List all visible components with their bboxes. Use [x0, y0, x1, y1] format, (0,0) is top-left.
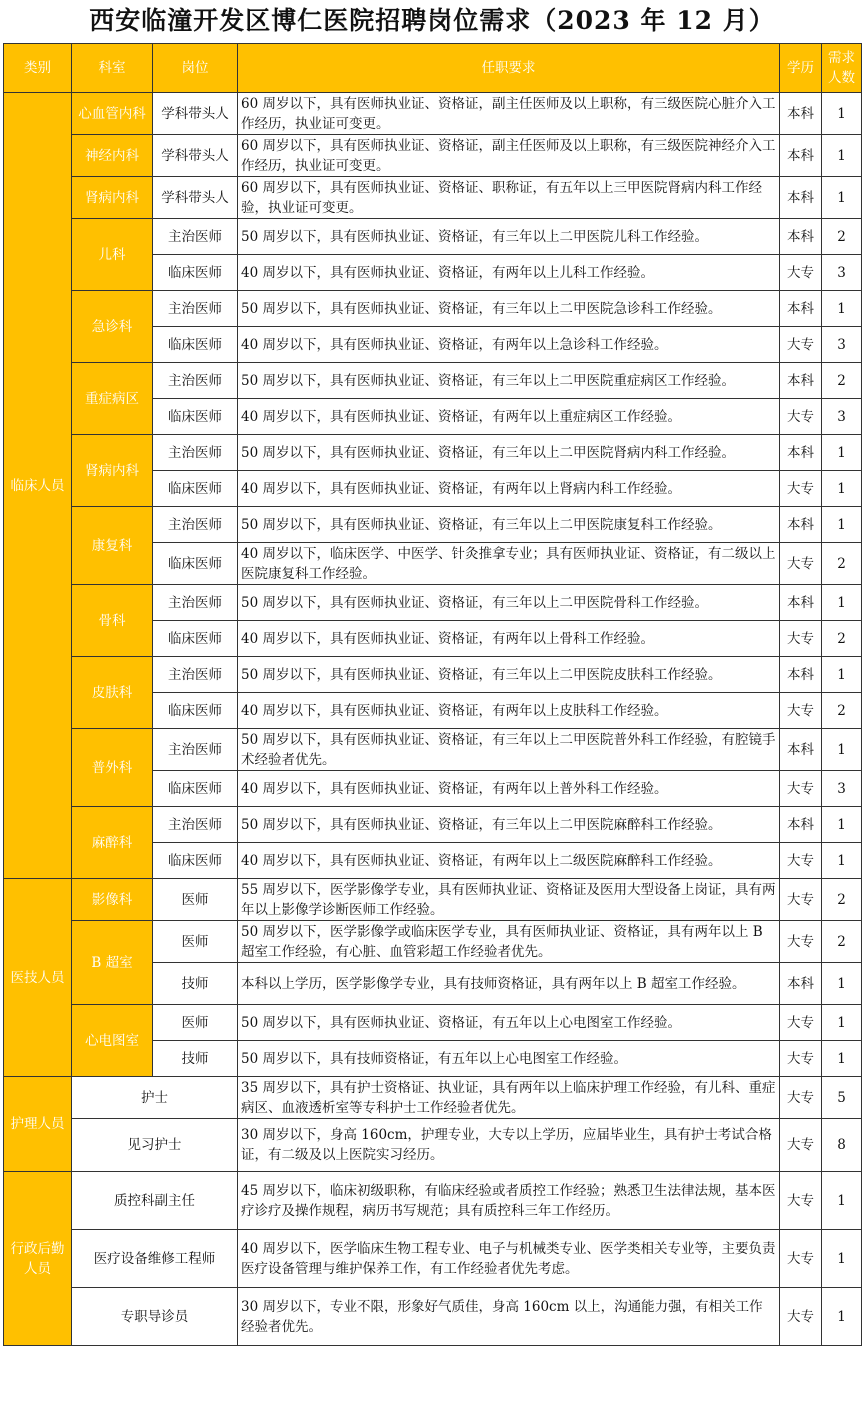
education-cell: 大专 [780, 879, 822, 921]
position-cell: 医师 [153, 1005, 238, 1041]
position-cell: 见习护士 [72, 1119, 238, 1172]
requirement-cell: 40 周岁以下，具有医师执业证、资格证，有两年以上急诊科工作经验。 [238, 327, 780, 363]
education-cell: 大专 [780, 1005, 822, 1041]
header-department: 科室 [72, 44, 153, 93]
category-cell: 行政后勤人员 [4, 1172, 72, 1346]
department-cell: 普外科 [72, 729, 153, 807]
position-cell: 医师 [153, 921, 238, 963]
table-row [4, 657, 862, 693]
count-cell: 1 [822, 657, 862, 693]
count-cell: 2 [822, 543, 862, 585]
education-cell: 本科 [780, 435, 822, 471]
table-row [4, 1119, 862, 1172]
requirement-cell: 60 周岁以下，具有医师执业证、资格证，副主任医师及以上职称，有三级医院心脏介入工作经历，执业证可变更。 [238, 93, 780, 135]
count-cell: 2 [822, 363, 862, 399]
position-cell: 临床医师 [153, 255, 238, 291]
count-cell: 1 [822, 843, 862, 879]
count-cell: 1 [822, 1041, 862, 1077]
education-cell: 大专 [780, 399, 822, 435]
position-cell: 临床医师 [153, 693, 238, 729]
position-cell: 主治医师 [153, 435, 238, 471]
position-cell: 临床医师 [153, 471, 238, 507]
position-cell: 学科带头人 [153, 177, 238, 219]
education-cell: 大专 [780, 1041, 822, 1077]
count-cell: 1 [822, 435, 862, 471]
requirement-cell: 50 周岁以下，具有医师执业证、资格证，有三年以上二甲医院肾病内科工作经验。 [238, 435, 780, 471]
requirement-cell: 50 周岁以下，具有医师执业证、资格证，有三年以上二甲医院急诊科工作经验。 [238, 291, 780, 327]
requirement-cell: 40 周岁以下，具有医师执业证、资格证，有两年以上儿科工作经验。 [238, 255, 780, 291]
requirement-cell: 50 周岁以下，具有医师执业证、资格证，有三年以上二甲医院麻醉科工作经验。 [238, 807, 780, 843]
requirement-cell: 45 周岁以下，临床初级职称，有临床经验或者质控工作经验；熟悉卫生法律法规，基本医疗诊疗及操作规程，病历书写规范；具有质控科三年工作经历。 [238, 1172, 780, 1230]
table-row [4, 807, 862, 843]
education-cell: 本科 [780, 585, 822, 621]
department-cell: 心电图室 [72, 1005, 153, 1077]
department-cell: 儿科 [72, 219, 153, 291]
requirement-cell: 50 周岁以下，具有医师执业证、资格证，有三年以上二甲医院重症病区工作经验。 [238, 363, 780, 399]
table-row [4, 135, 862, 177]
position-cell: 临床医师 [153, 771, 238, 807]
department-cell: B 超室 [72, 921, 153, 1005]
position-cell: 临床医师 [153, 327, 238, 363]
education-cell: 大专 [780, 771, 822, 807]
count-cell: 8 [822, 1119, 862, 1172]
department-cell: 急诊科 [72, 291, 153, 363]
department-cell: 神经内科 [72, 135, 153, 177]
requirement-cell: 50 周岁以下，具有医师执业证、资格证，有三年以上二甲医院康复科工作经验。 [238, 507, 780, 543]
requirement-cell: 55 周岁以下，医学影像学专业，具有医师执业证、资格证及医用大型设备上岗证，具有两年以上影像学诊断医师工作经验。 [238, 879, 780, 921]
count-cell: 3 [822, 255, 862, 291]
education-cell: 本科 [780, 177, 822, 219]
header-position: 岗位 [153, 44, 238, 93]
education-cell: 大专 [780, 1288, 822, 1346]
table-row [4, 921, 862, 963]
count-cell: 1 [822, 585, 862, 621]
table-row [4, 585, 862, 621]
table-header-row [4, 44, 862, 93]
requirement-cell: 35 周岁以下，具有护士资格证、执业证，具有两年以上临床护理工作经验，有儿科、重症病区、血液透析室等专科护士工作经验者优先。 [238, 1077, 780, 1119]
position-cell: 临床医师 [153, 843, 238, 879]
table-row [4, 177, 862, 219]
position-cell: 主治医师 [153, 507, 238, 543]
position-cell: 医师 [153, 879, 238, 921]
header-requirement: 任职要求 [238, 44, 780, 93]
department-cell: 肾病内科 [72, 435, 153, 507]
count-cell: 1 [822, 93, 862, 135]
requirement-cell: 50 周岁以下，具有医师执业证、资格证，有三年以上二甲医院皮肤科工作经验。 [238, 657, 780, 693]
education-cell: 大专 [780, 1119, 822, 1172]
position-cell: 质控科副主任 [72, 1172, 238, 1230]
header-education: 学历 [780, 44, 822, 93]
position-cell: 主治医师 [153, 291, 238, 327]
count-cell: 2 [822, 921, 862, 963]
requirement-cell: 30 周岁以下，专业不限，形象好气质佳，身高 160cm 以上，沟通能力强，有相关工作经验者优先。 [238, 1288, 780, 1346]
count-cell: 1 [822, 1230, 862, 1288]
requirement-cell: 40 周岁以下，具有医师执业证、资格证，有两年以上二级医院麻醉科工作经验。 [238, 843, 780, 879]
category-cell: 临床人员 [4, 93, 72, 879]
position-cell: 护士 [72, 1077, 238, 1119]
department-cell: 康复科 [72, 507, 153, 585]
requirement-cell: 60 周岁以下，具有医师执业证、资格证、职称证，有五年以上三甲医院肾病内科工作经验，执业证可变更。 [238, 177, 780, 219]
education-cell: 本科 [780, 291, 822, 327]
count-cell: 1 [822, 291, 862, 327]
requirement-cell: 60 周岁以下，具有医师执业证、资格证，副主任医师及以上职称，有三级医院神经介入工作经历，执业证可变更。 [238, 135, 780, 177]
requirement-cell: 40 周岁以下，临床医学、中医学、针灸推拿专业；具有医师执业证、资格证，有二级以上医院康复科工作经验。 [238, 543, 780, 585]
requirement-cell: 50 周岁以下，具有医师执业证、资格证，有三年以上二甲医院儿科工作经验。 [238, 219, 780, 255]
requirement-cell: 40 周岁以下，具有医师执业证、资格证，有两年以上普外科工作经验。 [238, 771, 780, 807]
recruitment-table [3, 43, 862, 1346]
count-cell: 1 [822, 1288, 862, 1346]
position-cell: 医疗设备维修工程师 [72, 1230, 238, 1288]
education-cell: 大专 [780, 921, 822, 963]
page-title: 西安临潼开发区博仁医院招聘岗位需求（2023 年 12 月） [89, 6, 775, 35]
position-cell: 主治医师 [153, 219, 238, 255]
position-cell: 临床医师 [153, 621, 238, 657]
education-cell: 本科 [780, 93, 822, 135]
department-cell: 骨科 [72, 585, 153, 657]
position-cell: 学科带头人 [153, 93, 238, 135]
requirement-cell: 40 周岁以下，具有医师执业证、资格证，有两年以上肾病内科工作经验。 [238, 471, 780, 507]
table-row [4, 1230, 862, 1288]
table-row [4, 363, 862, 399]
count-cell: 1 [822, 471, 862, 507]
education-cell: 大专 [780, 843, 822, 879]
education-cell: 大专 [780, 543, 822, 585]
education-cell: 大专 [780, 1077, 822, 1119]
education-cell: 本科 [780, 807, 822, 843]
position-cell: 专职导诊员 [72, 1288, 238, 1346]
position-cell: 主治医师 [153, 807, 238, 843]
count-cell: 3 [822, 327, 862, 363]
requirement-cell: 50 周岁以下，具有医师执业证、资格证，有五年以上心电图室工作经验。 [238, 1005, 780, 1041]
position-cell: 主治医师 [153, 657, 238, 693]
position-cell: 临床医师 [153, 399, 238, 435]
count-cell: 1 [822, 807, 862, 843]
count-cell: 5 [822, 1077, 862, 1119]
position-cell: 主治医师 [153, 585, 238, 621]
table-row [4, 507, 862, 543]
requirement-cell: 50 周岁以下，具有医师执业证、资格证，有三年以上二甲医院普外科工作经验，有腔镜手术经验者优先。 [238, 729, 780, 771]
header-category: 类别 [4, 44, 72, 93]
count-cell: 1 [822, 135, 862, 177]
position-cell: 主治医师 [153, 729, 238, 771]
count-cell: 1 [822, 1172, 862, 1230]
department-cell: 心血管内科 [72, 93, 153, 135]
education-cell: 本科 [780, 657, 822, 693]
table-row [4, 93, 862, 135]
requirement-cell: 40 周岁以下，医学临床生物工程专业、电子与机械类专业、医学类相关专业等，主要负责医疗设备管理与维护保养工作，有工作经验者优先考虑。 [238, 1230, 780, 1288]
table-row [4, 291, 862, 327]
education-cell: 本科 [780, 219, 822, 255]
table-row [4, 1077, 862, 1119]
education-cell: 本科 [780, 507, 822, 543]
education-cell: 大专 [780, 255, 822, 291]
department-cell: 重症病区 [72, 363, 153, 435]
count-cell: 1 [822, 177, 862, 219]
header-count: 需求人数 [822, 44, 862, 93]
requirement-cell: 50 周岁以下，医学影像学或临床医学专业，具有医师执业证、资格证，具有两年以上 B 超室工作经验，有心脏、血管彩超工作经验者优先。 [238, 921, 780, 963]
count-cell: 2 [822, 621, 862, 657]
position-cell: 技师 [153, 963, 238, 1005]
education-cell: 本科 [780, 729, 822, 771]
table-row [4, 435, 862, 471]
requirement-cell: 本科以上学历，医学影像学专业，具有技师资格证，具有两年以上 B 超室工作经验。 [238, 963, 780, 1005]
table-row [4, 1288, 862, 1346]
education-cell: 大专 [780, 327, 822, 363]
count-cell: 3 [822, 399, 862, 435]
table-row [4, 219, 862, 255]
table-row [4, 879, 862, 921]
count-cell: 1 [822, 963, 862, 1005]
education-cell: 大专 [780, 693, 822, 729]
education-cell: 大专 [780, 621, 822, 657]
requirement-cell: 40 周岁以下，具有医师执业证、资格证，有两年以上骨科工作经验。 [238, 621, 780, 657]
count-cell: 2 [822, 879, 862, 921]
count-cell: 1 [822, 507, 862, 543]
table-row [4, 1172, 862, 1230]
category-cell: 医技人员 [4, 879, 72, 1077]
department-cell: 麻醉科 [72, 807, 153, 879]
education-cell: 大专 [780, 1172, 822, 1230]
category-cell: 护理人员 [4, 1077, 72, 1172]
table-row [4, 1005, 862, 1041]
count-cell: 3 [822, 771, 862, 807]
education-cell: 大专 [780, 1230, 822, 1288]
count-cell: 2 [822, 693, 862, 729]
position-cell: 主治医师 [153, 363, 238, 399]
table-row [4, 729, 862, 771]
department-cell: 影像科 [72, 879, 153, 921]
count-cell: 2 [822, 219, 862, 255]
education-cell: 本科 [780, 363, 822, 399]
education-cell: 本科 [780, 135, 822, 177]
education-cell: 大专 [780, 471, 822, 507]
department-cell: 肾病内科 [72, 177, 153, 219]
department-cell: 皮肤科 [72, 657, 153, 729]
education-cell: 本科 [780, 963, 822, 1005]
position-cell: 学科带头人 [153, 135, 238, 177]
position-cell: 技师 [153, 1041, 238, 1077]
requirement-cell: 50 周岁以下，具有医师执业证、资格证，有三年以上二甲医院骨科工作经验。 [238, 585, 780, 621]
requirement-cell: 50 周岁以下，具有技师资格证，有五年以上心电图室工作经验。 [238, 1041, 780, 1077]
count-cell: 1 [822, 1005, 862, 1041]
requirement-cell: 30 周岁以下，身高 160cm，护理专业，大专以上学历，应届毕业生，具有护士考试合格证，有二级及以上医院实习经历。 [238, 1119, 780, 1172]
requirement-cell: 40 周岁以下，具有医师执业证、资格证，有两年以上重症病区工作经验。 [238, 399, 780, 435]
count-cell: 1 [822, 729, 862, 771]
requirement-cell: 40 周岁以下，具有医师执业证、资格证，有两年以上皮肤科工作经验。 [238, 693, 780, 729]
position-cell: 临床医师 [153, 543, 238, 585]
